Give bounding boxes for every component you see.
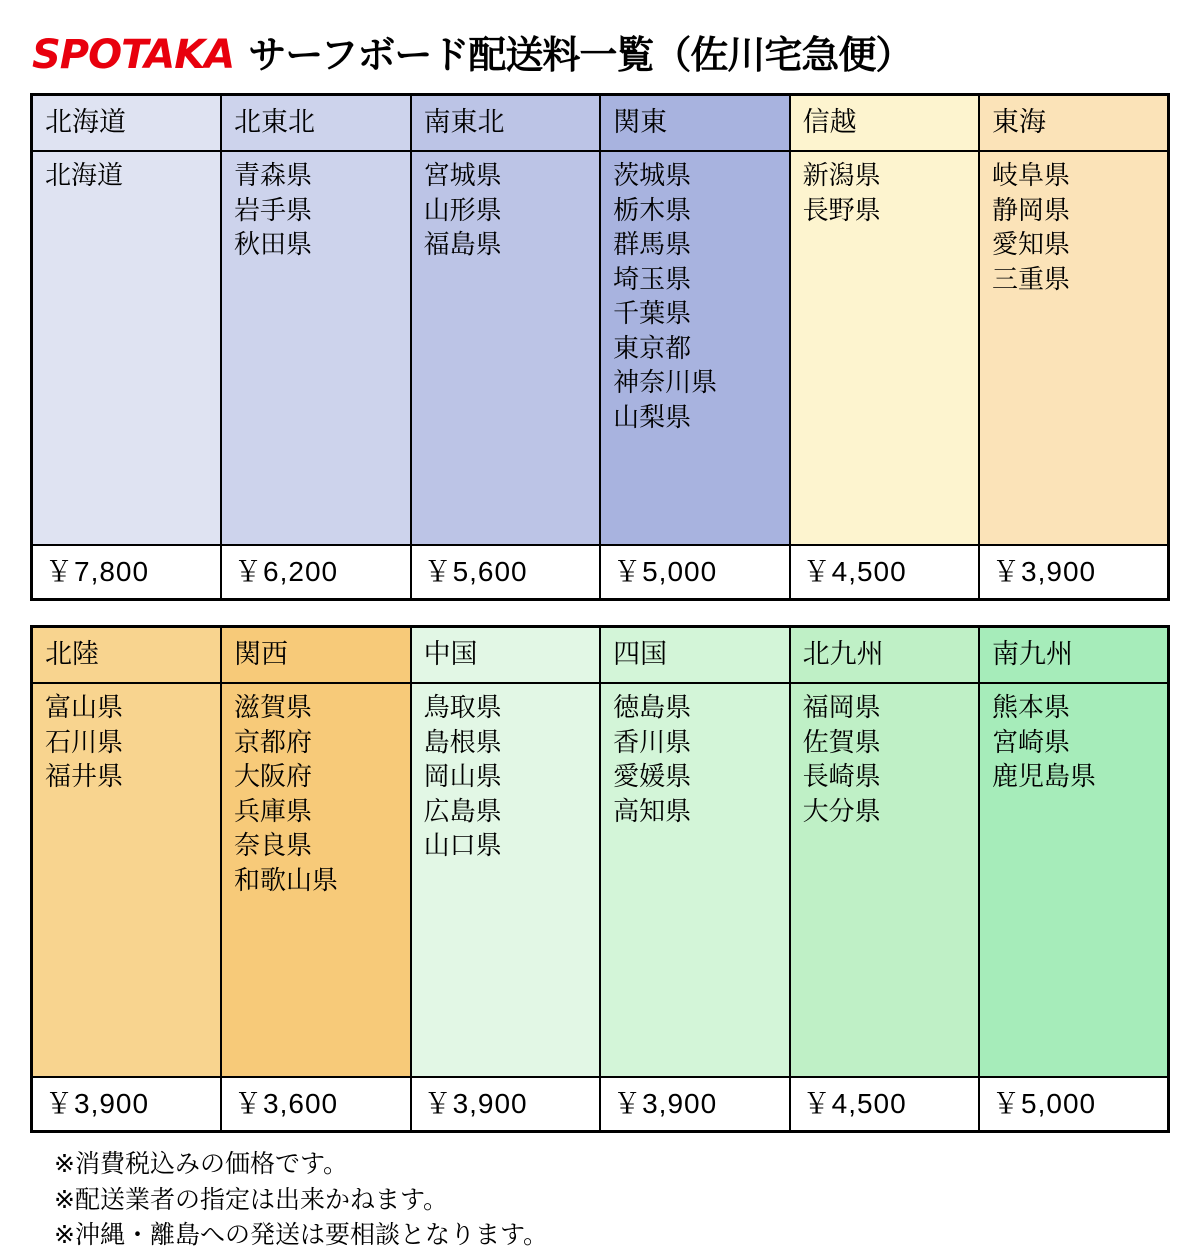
prefecture-name: 群馬県 xyxy=(613,229,692,260)
prefecture-name: 香川県 xyxy=(613,726,692,757)
brand-logo: SPOTAKA xyxy=(32,32,235,78)
zone-name-cell: 関西 xyxy=(221,627,411,684)
zone-name-cell: 中国 xyxy=(411,627,601,684)
prefecture-name: 岡山県 xyxy=(423,761,502,792)
prefecture-name: 秋田県 xyxy=(234,229,313,260)
prefecture-name: 新潟県 xyxy=(802,160,881,190)
prefecture-name: 栃木県 xyxy=(613,194,692,225)
prefecture-name: 熊本県 xyxy=(992,692,1071,722)
prefecture-name: 三重県 xyxy=(992,263,1071,294)
prefecture-name: 宮崎県 xyxy=(992,726,1071,757)
zone-price-row xyxy=(32,545,1169,600)
prefecture-name: 岐阜県 xyxy=(992,160,1071,190)
zone-name-cell: 関東 xyxy=(600,95,790,152)
prefecture-name: 兵庫県 xyxy=(234,795,313,826)
note-item: ※消費税込みの価格です。 xyxy=(54,1150,348,1178)
prefecture-name: 佐賀県 xyxy=(802,726,881,757)
note-item: ※沖縄・離島への発送は要相談となります。 xyxy=(54,1221,548,1249)
zone-price-cell: ￥3,900 xyxy=(979,545,1168,600)
prefecture-name: 山形県 xyxy=(423,194,502,225)
prefecture-name: 福島県 xyxy=(423,229,502,260)
zone-prefectures-row xyxy=(32,683,1169,1077)
zone-name-cell: 南九州 xyxy=(979,627,1168,684)
prefecture-name: 広島県 xyxy=(423,795,502,826)
zone-price-cell: ￥5,000 xyxy=(600,545,790,600)
zone-name-cell: 東海 xyxy=(979,95,1168,152)
prefecture-name: 福岡県 xyxy=(802,692,881,722)
page-title: サーフボード配送料一覧（佐川宅急便） xyxy=(248,35,913,77)
zone-name-cell: 南東北 xyxy=(411,95,601,152)
prefecture-name: 山梨県 xyxy=(613,402,692,433)
zone-price-cell: ￥4,500 xyxy=(790,1077,979,1132)
table-divider xyxy=(30,601,1170,625)
prefecture-name: 大分県 xyxy=(802,795,881,826)
prefecture-name: 千葉県 xyxy=(613,298,692,329)
prefecture-name: 長野県 xyxy=(802,194,881,225)
zone-price-cell: ￥7,800 xyxy=(32,545,222,600)
prefecture-name: 富山県 xyxy=(45,692,124,722)
prefecture-name: 岩手県 xyxy=(234,194,313,225)
zone-prefecture-cell xyxy=(790,151,979,545)
zone-name-cell: 信越 xyxy=(790,95,979,152)
prefecture-name: 福井県 xyxy=(45,761,124,792)
prefecture-name: 徳島県 xyxy=(613,692,692,722)
page-header xyxy=(32,24,1170,79)
prefecture-name: 鹿児島県 xyxy=(992,761,1097,792)
prefecture-name: 北海道 xyxy=(45,160,124,190)
zone-prefecture-cell xyxy=(600,151,790,545)
prefecture-name: 大阪府 xyxy=(234,761,313,792)
zone-name-cell: 北陸 xyxy=(32,627,222,684)
prefecture-name: 石川県 xyxy=(45,726,124,757)
zone-price-cell: ￥3,900 xyxy=(600,1077,790,1132)
zone-prefecture-cell xyxy=(32,151,222,545)
zone-prefecture-cell xyxy=(221,151,411,545)
zone-price-cell: ￥3,900 xyxy=(411,1077,601,1132)
zone-price-row xyxy=(32,1077,1169,1132)
zone-name-cell: 北九州 xyxy=(790,627,979,684)
zone-name-cell: 北東北 xyxy=(221,95,411,152)
prefecture-name: 神奈川県 xyxy=(613,367,718,398)
prefecture-name: 静岡県 xyxy=(992,194,1071,225)
notes-block xyxy=(54,1147,1170,1254)
prefecture-name: 東京都 xyxy=(613,332,692,363)
zone-price-cell: ￥5,000 xyxy=(979,1077,1168,1132)
zone-price-cell: ￥4,500 xyxy=(790,545,979,600)
zone-prefecture-cell xyxy=(600,683,790,1077)
prefecture-name: 青森県 xyxy=(234,160,313,190)
note-item: ※配送業者の指定は出来かねます。 xyxy=(54,1185,448,1214)
zone-prefecture-cell xyxy=(411,151,601,545)
prefecture-name: 京都府 xyxy=(234,726,313,757)
zone-prefecture-cell xyxy=(979,151,1168,545)
zone-price-cell: ￥5,600 xyxy=(411,545,601,600)
prefecture-name: 茨城県 xyxy=(613,160,692,190)
shipping-table-south xyxy=(30,625,1170,1133)
zone-prefecture-cell xyxy=(221,683,411,1077)
prefecture-name: 和歌山県 xyxy=(234,864,339,895)
zone-prefectures-row xyxy=(32,151,1169,545)
zone-prefecture-cell xyxy=(790,683,979,1077)
prefecture-name: 鳥取県 xyxy=(423,692,502,722)
zone-prefecture-cell xyxy=(32,683,222,1077)
zone-prefecture-cell xyxy=(411,683,601,1077)
zone-header-row xyxy=(32,95,1169,152)
prefecture-name: 埼玉県 xyxy=(613,263,692,294)
prefecture-name: 愛知県 xyxy=(992,229,1071,260)
zone-price-cell: ￥6,200 xyxy=(221,545,411,600)
prefecture-name: 山口県 xyxy=(423,830,502,861)
prefecture-name: 宮城県 xyxy=(423,160,502,190)
prefecture-name: 長崎県 xyxy=(802,761,881,792)
zone-price-cell: ￥3,900 xyxy=(32,1077,222,1132)
zone-price-cell: ￥3,600 xyxy=(221,1077,411,1132)
zone-name-cell: 北海道 xyxy=(32,95,222,152)
prefecture-name: 奈良県 xyxy=(234,830,313,861)
prefecture-name: 滋賀県 xyxy=(234,692,313,722)
prefecture-name: 島根県 xyxy=(423,726,502,757)
prefecture-name: 高知県 xyxy=(613,795,692,826)
zone-header-row xyxy=(32,627,1169,684)
prefecture-name: 愛媛県 xyxy=(613,761,692,792)
shipping-table-north xyxy=(30,93,1170,601)
zone-prefecture-cell xyxy=(979,683,1168,1077)
zone-name-cell: 四国 xyxy=(600,627,790,684)
